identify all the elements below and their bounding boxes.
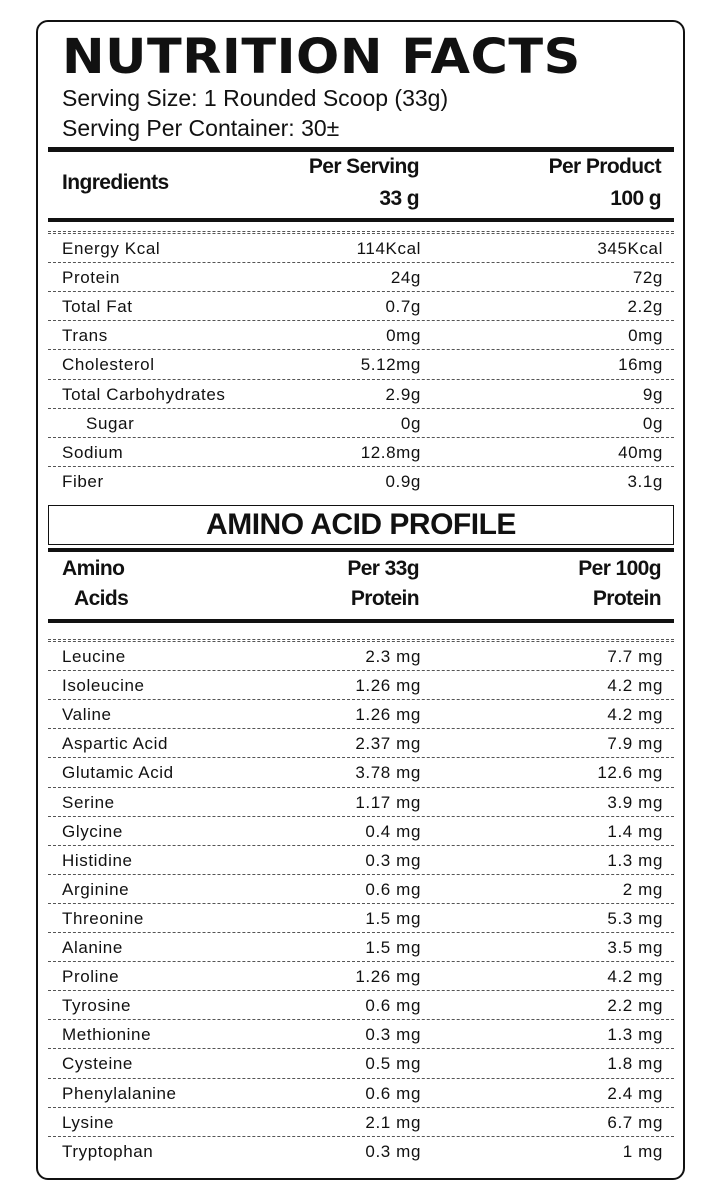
row-name: Trans <box>62 326 108 346</box>
row-name: Cysteine <box>62 1054 133 1074</box>
row-value-col1: 0.3 mg <box>365 1141 421 1161</box>
row-value-col1: 1.5 mg <box>365 938 421 957</box>
row-divider <box>48 231 674 232</box>
acids-header: Acids <box>74 587 129 610</box>
table-row <box>48 642 674 671</box>
per-product-amount-header: 100 g <box>610 187 661 210</box>
row-name: Energy Kcal <box>62 239 161 258</box>
table-row <box>48 409 674 438</box>
row-value-col1: 24g <box>390 268 421 288</box>
row-value-col2: 5.3 mg <box>607 908 663 928</box>
row-name: Lysine <box>62 1112 115 1132</box>
per-100g-protein-header: Protein <box>592 587 661 610</box>
row-name: Threonine <box>62 908 144 928</box>
row-value-col1: 1.26 mg <box>355 967 421 987</box>
table-row <box>48 438 674 467</box>
row-value-col2: 4.2 mg <box>607 676 663 696</box>
table-row <box>48 788 674 817</box>
row-value-col2: 12.6 mg <box>597 763 663 783</box>
table-row <box>48 933 674 962</box>
per-serving-header: Per Serving <box>308 155 419 178</box>
row-name: Protein <box>62 268 121 288</box>
row-value-col1: 0.9g <box>385 471 421 491</box>
amino-header: Amino <box>62 557 125 580</box>
row-value-col2: 2.4 mg <box>607 1083 663 1103</box>
nutrition-facts-label <box>36 20 685 1180</box>
row-value-col1: 0.6 mg <box>365 1083 421 1103</box>
row-name: Sugar <box>86 413 135 433</box>
row-value-col1: 2.9g <box>385 384 421 404</box>
row-value-col1: 0mg <box>386 326 421 346</box>
row-value-col1: 0.6 mg <box>365 996 421 1016</box>
table-row <box>48 292 674 321</box>
per-100g-header: Per 100g <box>578 557 661 580</box>
row-name: Arginine <box>62 879 130 899</box>
table-row <box>48 1020 674 1049</box>
row-name: Fiber <box>62 471 104 491</box>
table-row <box>48 904 674 933</box>
table-row <box>48 1137 674 1166</box>
row-value-col2: 16mg <box>618 355 663 375</box>
row-value-col1: 0.4 mg <box>365 821 421 841</box>
row-value-col2: 7.9 mg <box>607 734 663 754</box>
row-value-col2: 0mg <box>628 326 663 346</box>
row-name: Histidine <box>62 850 133 870</box>
row-name: Phenylalanine <box>62 1083 177 1103</box>
row-name: Proline <box>62 967 120 987</box>
row-value-col1: 0.6 mg <box>365 879 421 899</box>
row-value-col1: 1.26 mg <box>355 705 421 725</box>
row-name: Tryptophan <box>62 1141 154 1161</box>
row-value-col2: 72g <box>632 268 663 288</box>
divider-thick <box>48 218 674 222</box>
row-value-col2: 1.8 mg <box>607 1054 663 1074</box>
table-row <box>48 350 674 379</box>
amino-acid-profile-title: AMINO ACID PROFILE <box>48 505 674 545</box>
row-name: Sodium <box>62 442 124 462</box>
row-value-col2: 3.5 mg <box>607 938 663 957</box>
row-name: Methionine <box>62 1025 152 1045</box>
serving-size: Serving Size: 1 Rounded Scoop (33g) <box>62 85 449 111</box>
row-value-col2: 2.2 mg <box>607 996 663 1016</box>
row-value-col1: 114Kcal <box>356 239 421 258</box>
table-row <box>48 700 674 729</box>
label-title: NUTRITION FACTS <box>62 29 581 85</box>
row-value-col1: 2.37 mg <box>355 734 421 754</box>
row-value-col1: 2.3 mg <box>365 647 421 666</box>
row-value-col1: 0.3 mg <box>365 850 421 870</box>
row-name: Leucine <box>62 647 126 666</box>
row-name: Serine <box>62 792 115 812</box>
row-value-col1: 0.3 mg <box>365 1025 421 1045</box>
table-row <box>48 467 674 496</box>
row-name: Aspartic Acid <box>62 734 169 754</box>
table-row <box>48 1079 674 1108</box>
row-name: Tyrosine <box>62 996 132 1016</box>
row-value-col2: 6.7 mg <box>607 1112 663 1132</box>
row-name: Total Fat <box>62 297 133 317</box>
table-row <box>48 729 674 758</box>
table-row <box>48 321 674 350</box>
row-value-col1: 1.17 mg <box>355 792 421 812</box>
row-value-col2: 4.2 mg <box>607 705 663 725</box>
row-name: Glycine <box>62 821 123 841</box>
row-divider <box>48 639 674 640</box>
ingredients-header: Ingredients <box>62 171 169 194</box>
servings-per-container: Serving Per Container: 30± <box>62 115 340 141</box>
row-value-col1: 0.7g <box>385 297 421 317</box>
row-name: Total Carbohydrates <box>62 384 226 404</box>
per-serving-amount-header: 33 g <box>379 187 419 210</box>
row-value-col2: 1.4 mg <box>607 821 663 841</box>
row-value-col2: 1.3 mg <box>607 1025 663 1045</box>
per-33g-header: Per 33g <box>347 557 419 580</box>
table-row <box>48 380 674 409</box>
row-value-col2: 7.7 mg <box>607 647 663 666</box>
row-name: Cholesterol <box>62 355 155 375</box>
table-row <box>48 263 674 292</box>
row-name: Isoleucine <box>62 676 145 696</box>
row-value-col2: 3.1g <box>627 471 663 491</box>
row-value-col2: 9g <box>642 384 663 404</box>
per-33g-protein-header: Protein <box>350 587 419 610</box>
table-row <box>48 758 674 787</box>
table-row <box>48 817 674 846</box>
row-name: Alanine <box>62 938 123 957</box>
row-value-col2: 345Kcal <box>597 239 663 258</box>
row-name: Glutamic Acid <box>62 763 174 783</box>
row-value-col1: 0.5 mg <box>365 1054 421 1074</box>
row-value-col1: 0g <box>400 413 421 433</box>
row-name: Valine <box>62 705 112 725</box>
row-value-col2: 0g <box>642 413 663 433</box>
row-value-col2: 2.2g <box>627 297 663 317</box>
table-row <box>48 875 674 904</box>
table-row <box>48 234 674 263</box>
divider-thick <box>48 548 674 552</box>
row-value-col1: 1.5 mg <box>365 908 421 928</box>
row-value-col2: 40mg <box>618 442 663 462</box>
row-value-col1: 3.78 mg <box>355 763 421 783</box>
table-row <box>48 671 674 700</box>
row-value-col1: 12.8mg <box>360 442 421 462</box>
row-value-col2: 4.2 mg <box>607 967 663 987</box>
row-value-col2: 3.9 mg <box>607 792 663 812</box>
row-value-col2: 1.3 mg <box>607 850 663 870</box>
row-value-col2: 1 mg <box>622 1141 663 1161</box>
table-row <box>48 962 674 991</box>
per-product-header: Per Product <box>548 155 661 178</box>
row-value-col1: 5.12mg <box>360 355 421 375</box>
table-row <box>48 846 674 875</box>
table-row <box>48 1049 674 1078</box>
row-value-col1: 1.26 mg <box>355 676 421 696</box>
table-row <box>48 991 674 1020</box>
row-value-col2: 2 mg <box>622 879 663 899</box>
divider-thick <box>48 619 674 623</box>
row-value-col1: 2.1 mg <box>365 1112 421 1132</box>
table-row <box>48 1108 674 1137</box>
